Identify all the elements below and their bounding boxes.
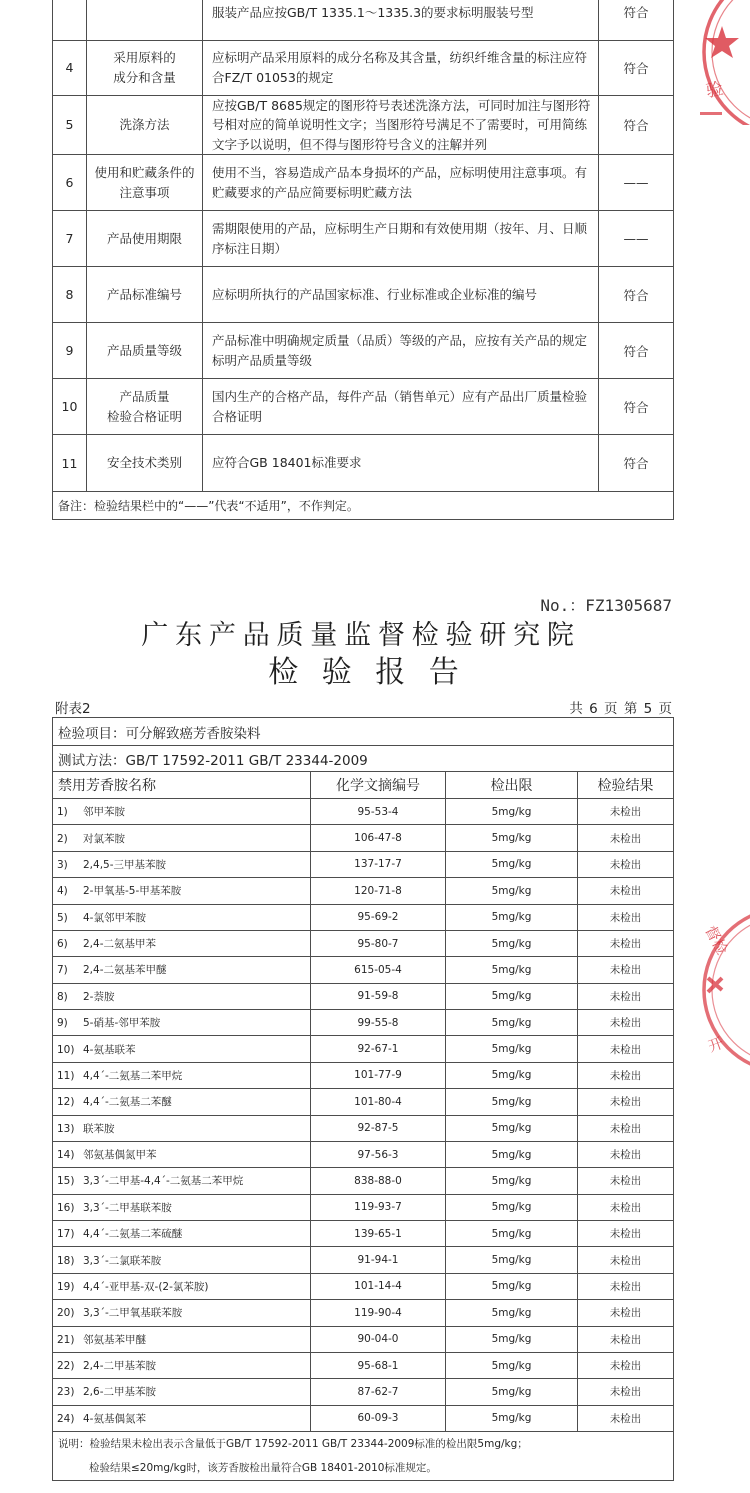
item-name: 安全技术类别 [87,435,203,492]
amine-name-cell [53,1247,311,1273]
requirement-text: 国内生产的合格产品，每件产品（销售单元）应有产品出厂质量检验合格证明 [203,379,599,435]
result-text: 符合 [599,267,674,323]
cas-number: 106-47-8 [311,825,446,851]
requirement-text: 应标明所执行的产品国家标准、行业标准或企业标准的编号 [203,267,599,323]
cas-number: 838-88-0 [311,1168,446,1194]
amine-name: 4-氨基联苯 [83,1043,136,1056]
cas-number: 97-56-3 [311,1141,446,1167]
cas-number: 137-17-7 [311,851,446,877]
table-row [53,379,674,435]
detection-limit: 5mg/kg [446,1010,578,1036]
row-number: 19) [57,1280,75,1293]
test-result: 未检出 [578,930,674,956]
amine-name: 2,4,5-三甲基苯胺 [83,858,167,871]
amine-name: 2,4-二氨基苯甲醚 [83,964,167,977]
table-row [53,1379,674,1405]
test-result: 未检出 [578,1326,674,1352]
cas-number: 615-05-4 [311,957,446,983]
inspection-item-row [53,718,674,746]
row-number: 9) [57,1017,68,1030]
row-number: 14) [57,1149,75,1162]
row-number: 2) [57,832,68,845]
amine-name-cell [53,1010,311,1036]
amine-name: 2,4-二甲基苯胺 [83,1360,156,1373]
header-row [53,772,674,799]
item-name [87,0,203,40]
table-row [53,211,674,267]
test-result: 未检出 [578,851,674,877]
row-number: 15) [57,1175,75,1188]
note-row [53,492,674,520]
amine-name: 3,3´-二氯联苯胺 [83,1254,162,1267]
table-row [53,851,674,877]
amine-name-cell [53,1036,311,1062]
test-result: 未检出 [578,1194,674,1220]
cas-number: 101-14-4 [311,1273,446,1299]
table-row [53,983,674,1009]
page-count: 共 6 页 第 5 页 [569,701,672,717]
row-number: 4) [57,885,68,898]
test-result: 未检出 [578,1221,674,1247]
explanation-line: 说明：检验结果未检出表示含量低于GB/T 17592-2011 GB/T 23344-2009标准的检出限5mg/kg； [58,1438,528,1450]
table-row [53,878,674,904]
explanation-line: 检验结果≤20mg/kg时，该芳香胺检出量符合GB 18401-2010标准规定。 [89,1462,437,1474]
cas-number: 101-80-4 [311,1089,446,1115]
table-row [53,95,674,155]
table-row [53,1221,674,1247]
row-number: 1) [57,806,68,819]
test-result: 未检出 [578,1168,674,1194]
test-result: 未检出 [578,983,674,1009]
table-row [53,0,674,40]
annex-label: 附表2 [55,701,91,717]
amine-name: 2-甲氧基-5-甲基苯胺 [83,885,182,898]
amine-name-cell [53,930,311,956]
cas-number: 120-71-8 [311,878,446,904]
stamp-text: 开 [705,1033,726,1056]
amine-name: 2-萘胺 [83,990,115,1003]
explanation-cell [53,1432,674,1481]
cas-number: 119-93-7 [311,1194,446,1220]
item-name: 使用和贮藏条件的 注意事项 [87,155,203,211]
row-number: 12) [57,1096,75,1109]
requirement-text: 应符合GB 18401标准要求 [203,435,599,492]
requirement-text: 应标明产品采用原料的成分名称及其含量，纺织纤维含量的标注应符合FZ/T 01053的规定 [203,40,599,95]
amine-name-cell [53,957,311,983]
amine-name-cell [53,878,311,904]
table-row [53,267,674,323]
test-result: 未检出 [578,1247,674,1273]
detection-limit: 5mg/kg [446,825,578,851]
row-number: 6 [53,155,87,211]
requirement-text: 需期限使用的产品，应标明生产日期和有效使用期（按年、月、日顺序标注日期） [203,211,599,267]
item-name: 产品标准编号 [87,267,203,323]
institute-name: 广东产品质量监督检验研究院 [141,620,581,651]
test-result: 未检出 [578,1379,674,1405]
amine-name-cell [53,1221,311,1247]
table-row [53,930,674,956]
amine-name-cell [53,1168,311,1194]
amine-name: 4,4´-二氨基二苯甲烷 [83,1069,183,1082]
amine-name: 邻氨基偶氮甲苯 [83,1149,157,1162]
table-row [53,1194,674,1220]
amine-name-cell [53,904,311,930]
detection-limit: 5mg/kg [446,799,578,825]
test-result: 未检出 [578,1300,674,1326]
table-row [53,1247,674,1273]
cas-number: 95-80-7 [311,930,446,956]
table-row [53,1168,674,1194]
row-number: 8 [53,267,87,323]
result-text: 符合 [599,40,674,95]
test-result: 未检出 [578,1062,674,1088]
column-header: 化学文摘编号 [311,772,446,799]
amine-name-cell [53,1300,311,1326]
amine-name-cell [53,1326,311,1352]
detection-limit: 5mg/kg [446,878,578,904]
table-row [53,1300,674,1326]
amine-name-cell [53,1273,311,1299]
row-number: 10) [57,1043,75,1056]
row-number: 16) [57,1201,75,1214]
test-result: 未检出 [578,1036,674,1062]
detection-limit: 5mg/kg [446,1194,578,1220]
table-row [53,904,674,930]
stamp-mark [700,112,722,115]
amine-name: 4,4´-二氨基二苯硫醚 [83,1228,183,1241]
stamp-top [688,0,750,125]
cas-number: 95-69-2 [311,904,446,930]
row-number: 21) [57,1333,75,1346]
stamp-star-icon [705,26,739,58]
cas-number: 92-87-5 [311,1115,446,1141]
amine-name-cell [53,799,311,825]
amine-name: 邻甲苯胺 [83,806,125,819]
test-result: 未检出 [578,1405,674,1431]
requirement-text: 使用不当，容易造成产品本身损坏的产品，应标明使用注意事项。有贮藏要求的产品应简要标明贮藏方法 [203,155,599,211]
amine-name-cell [53,825,311,851]
table-note: 备注：检验结果栏中的“——”代表“不适用”，不作判定。 [53,492,674,520]
table-row [53,1273,674,1299]
row-number: 8) [57,990,68,1003]
detection-limit: 5mg/kg [446,957,578,983]
row-number: 11) [57,1069,75,1082]
detection-limit: 5mg/kg [446,930,578,956]
test-result: 未检出 [578,904,674,930]
row-number: 11 [53,435,87,492]
test-result: 未检出 [578,878,674,904]
amine-name: 2,6-二甲基苯胺 [83,1386,156,1399]
cas-number: 91-59-8 [311,983,446,1009]
test-result: 未检出 [578,825,674,851]
stamp-middle [688,912,750,1067]
cas-number: 99-55-8 [311,1010,446,1036]
inspection-item: 检验项目：可分解致癌芳香胺染料 [53,718,674,746]
row-number: 5) [57,911,68,924]
detection-limit: 5mg/kg [446,1352,578,1378]
table-row [53,1010,674,1036]
result-text: 符合 [599,435,674,492]
column-header: 检出限 [446,772,578,799]
requirement-text: 产品标准中明确规定质量（品质）等级的产品，应按有关产品的规定标明产品质量等级 [203,323,599,379]
row-number: 22) [57,1360,75,1373]
item-name: 产品质量 检验合格证明 [87,379,203,435]
amine-name: 4-氯邻甲苯胺 [83,911,146,924]
detection-limit: 5mg/kg [446,1300,578,1326]
row-number: 5 [53,95,87,155]
explanation-row [53,1432,674,1481]
item-name: 洗涤方法 [87,95,203,155]
row-number: 10 [53,379,87,435]
table-row [53,323,674,379]
detection-limit: 5mg/kg [446,851,578,877]
table-row [53,957,674,983]
detection-limit: 5mg/kg [446,1062,578,1088]
amine-name: 4,4´-亚甲基-双-(2-氯苯胺) [83,1280,209,1293]
detection-limit: 5mg/kg [446,1379,578,1405]
amine-name: 联苯胺 [83,1122,115,1135]
cas-number: 119-90-4 [311,1300,446,1326]
stamp-text: 督检 [701,922,732,958]
detection-limit: 5mg/kg [446,904,578,930]
amine-name-cell [53,1194,311,1220]
test-method: 测试方法：GB/T 17592-2011 GB/T 23344-2009 [53,746,674,772]
detection-limit: 5mg/kg [446,1326,578,1352]
table-row [53,799,674,825]
detection-limit: 5mg/kg [446,1221,578,1247]
detection-limit: 5mg/kg [446,1141,578,1167]
test-method-row [53,746,674,772]
table-row [53,1141,674,1167]
requirement-text: 应按GB/T 8685规定的图形符号表述洗涤方法，可同时加注与图形符号相对应的简单说明性文字；当图形符号满足不了需要时，可用简练文字予以说明，但不得与图形符号含义的注解并列 [203,95,599,155]
amine-name: 3,3´-二甲基联苯胺 [83,1201,172,1214]
cas-number: 91-94-1 [311,1247,446,1273]
test-result: 未检出 [578,799,674,825]
detection-limit: 5mg/kg [446,1247,578,1273]
table-row [53,155,674,211]
detection-limit: 5mg/kg [446,1168,578,1194]
amine-name-cell [53,1352,311,1378]
cas-number: 95-68-1 [311,1352,446,1378]
detection-limit: 5mg/kg [446,1273,578,1299]
stamp-star-icon [708,978,722,992]
amine-name-cell [53,851,311,877]
detection-limit: 5mg/kg [446,1036,578,1062]
test-result: 未检出 [578,1115,674,1141]
table-row [53,825,674,851]
detection-limit: 5mg/kg [446,983,578,1009]
stamp-ring [704,0,750,125]
amine-name: 邻氨基苯甲醚 [83,1333,146,1346]
table-row [53,1352,674,1378]
amine-name-cell [53,1379,311,1405]
requirement-text: 服装产品应按GB/T 1335.1～1335.3的要求标明服装号型 [203,0,599,40]
detection-limit: 5mg/kg [446,1115,578,1141]
row-number: 13) [57,1122,75,1135]
amine-name: 对氯苯胺 [83,832,125,845]
cas-number: 95-53-4 [311,799,446,825]
row-number: 3) [57,858,68,871]
amine-name: 4,4´-二氨基二苯醚 [83,1096,172,1109]
labeling-requirements-table [52,0,674,520]
item-name: 产品使用期限 [87,211,203,267]
result-text: —— [599,155,674,211]
result-text: 符合 [599,379,674,435]
table-row [53,435,674,492]
cas-number: 101-77-9 [311,1062,446,1088]
row-number: 20) [57,1307,75,1320]
test-result: 未检出 [578,1010,674,1036]
table-row [53,1326,674,1352]
aromatic-amine-table [52,717,674,1481]
amine-name: 5-硝基-邻甲苯胺 [83,1017,161,1030]
column-header: 禁用芳香胺名称 [53,772,311,799]
detection-limit: 5mg/kg [446,1405,578,1431]
row-number: 4 [53,40,87,95]
table-row [53,1062,674,1088]
row-number: 18) [57,1254,75,1267]
amine-name-cell [53,1062,311,1088]
row-number: 9 [53,323,87,379]
amine-name-cell [53,1405,311,1431]
table-row [53,1115,674,1141]
amine-name: 4-氨基偶氮苯 [83,1412,146,1425]
cas-number: 139-65-1 [311,1221,446,1247]
row-number: 7 [53,211,87,267]
item-name: 采用原料的 成分和含量 [87,40,203,95]
amine-name: 2,4-二氨基甲苯 [83,938,156,951]
result-text: 符合 [599,0,674,40]
test-result: 未检出 [578,1089,674,1115]
row-number: 17) [57,1228,75,1241]
stamp-inner-ring [712,0,750,125]
amine-name-cell [53,1089,311,1115]
table-row [53,1089,674,1115]
result-text: —— [599,211,674,267]
table-row [53,1036,674,1062]
amine-name: 3,3´-二甲氧基联苯胺 [83,1307,183,1320]
cas-number: 92-67-1 [311,1036,446,1062]
report-number: No.：FZ1305687 [540,596,672,615]
amine-name: 3,3´-二甲基-4,4´-二氨基二苯甲烷 [83,1175,244,1188]
row-number: 6) [57,938,68,951]
column-header: 检验结果 [578,772,674,799]
result-text: 符合 [599,95,674,155]
table-row [53,1405,674,1431]
stamp-text: 验 [704,78,726,103]
cas-number: 90-04-0 [311,1326,446,1352]
test-result: 未检出 [578,1273,674,1299]
result-text: 符合 [599,323,674,379]
page-title: 检 验 报 告 [268,655,462,690]
amine-name-cell [53,1141,311,1167]
cas-number: 87-62-7 [311,1379,446,1405]
amine-name-cell [53,1115,311,1141]
row-number: 23) [57,1386,75,1399]
cas-number: 60-09-3 [311,1405,446,1431]
test-result: 未检出 [578,1352,674,1378]
item-name: 产品质量等级 [87,323,203,379]
row-number: 24) [57,1412,75,1425]
test-result: 未检出 [578,957,674,983]
row-number: 7) [57,964,68,977]
detection-limit: 5mg/kg [446,1089,578,1115]
test-result: 未检出 [578,1141,674,1167]
table-row [53,40,674,95]
row-number [53,0,87,40]
amine-name-cell [53,983,311,1009]
